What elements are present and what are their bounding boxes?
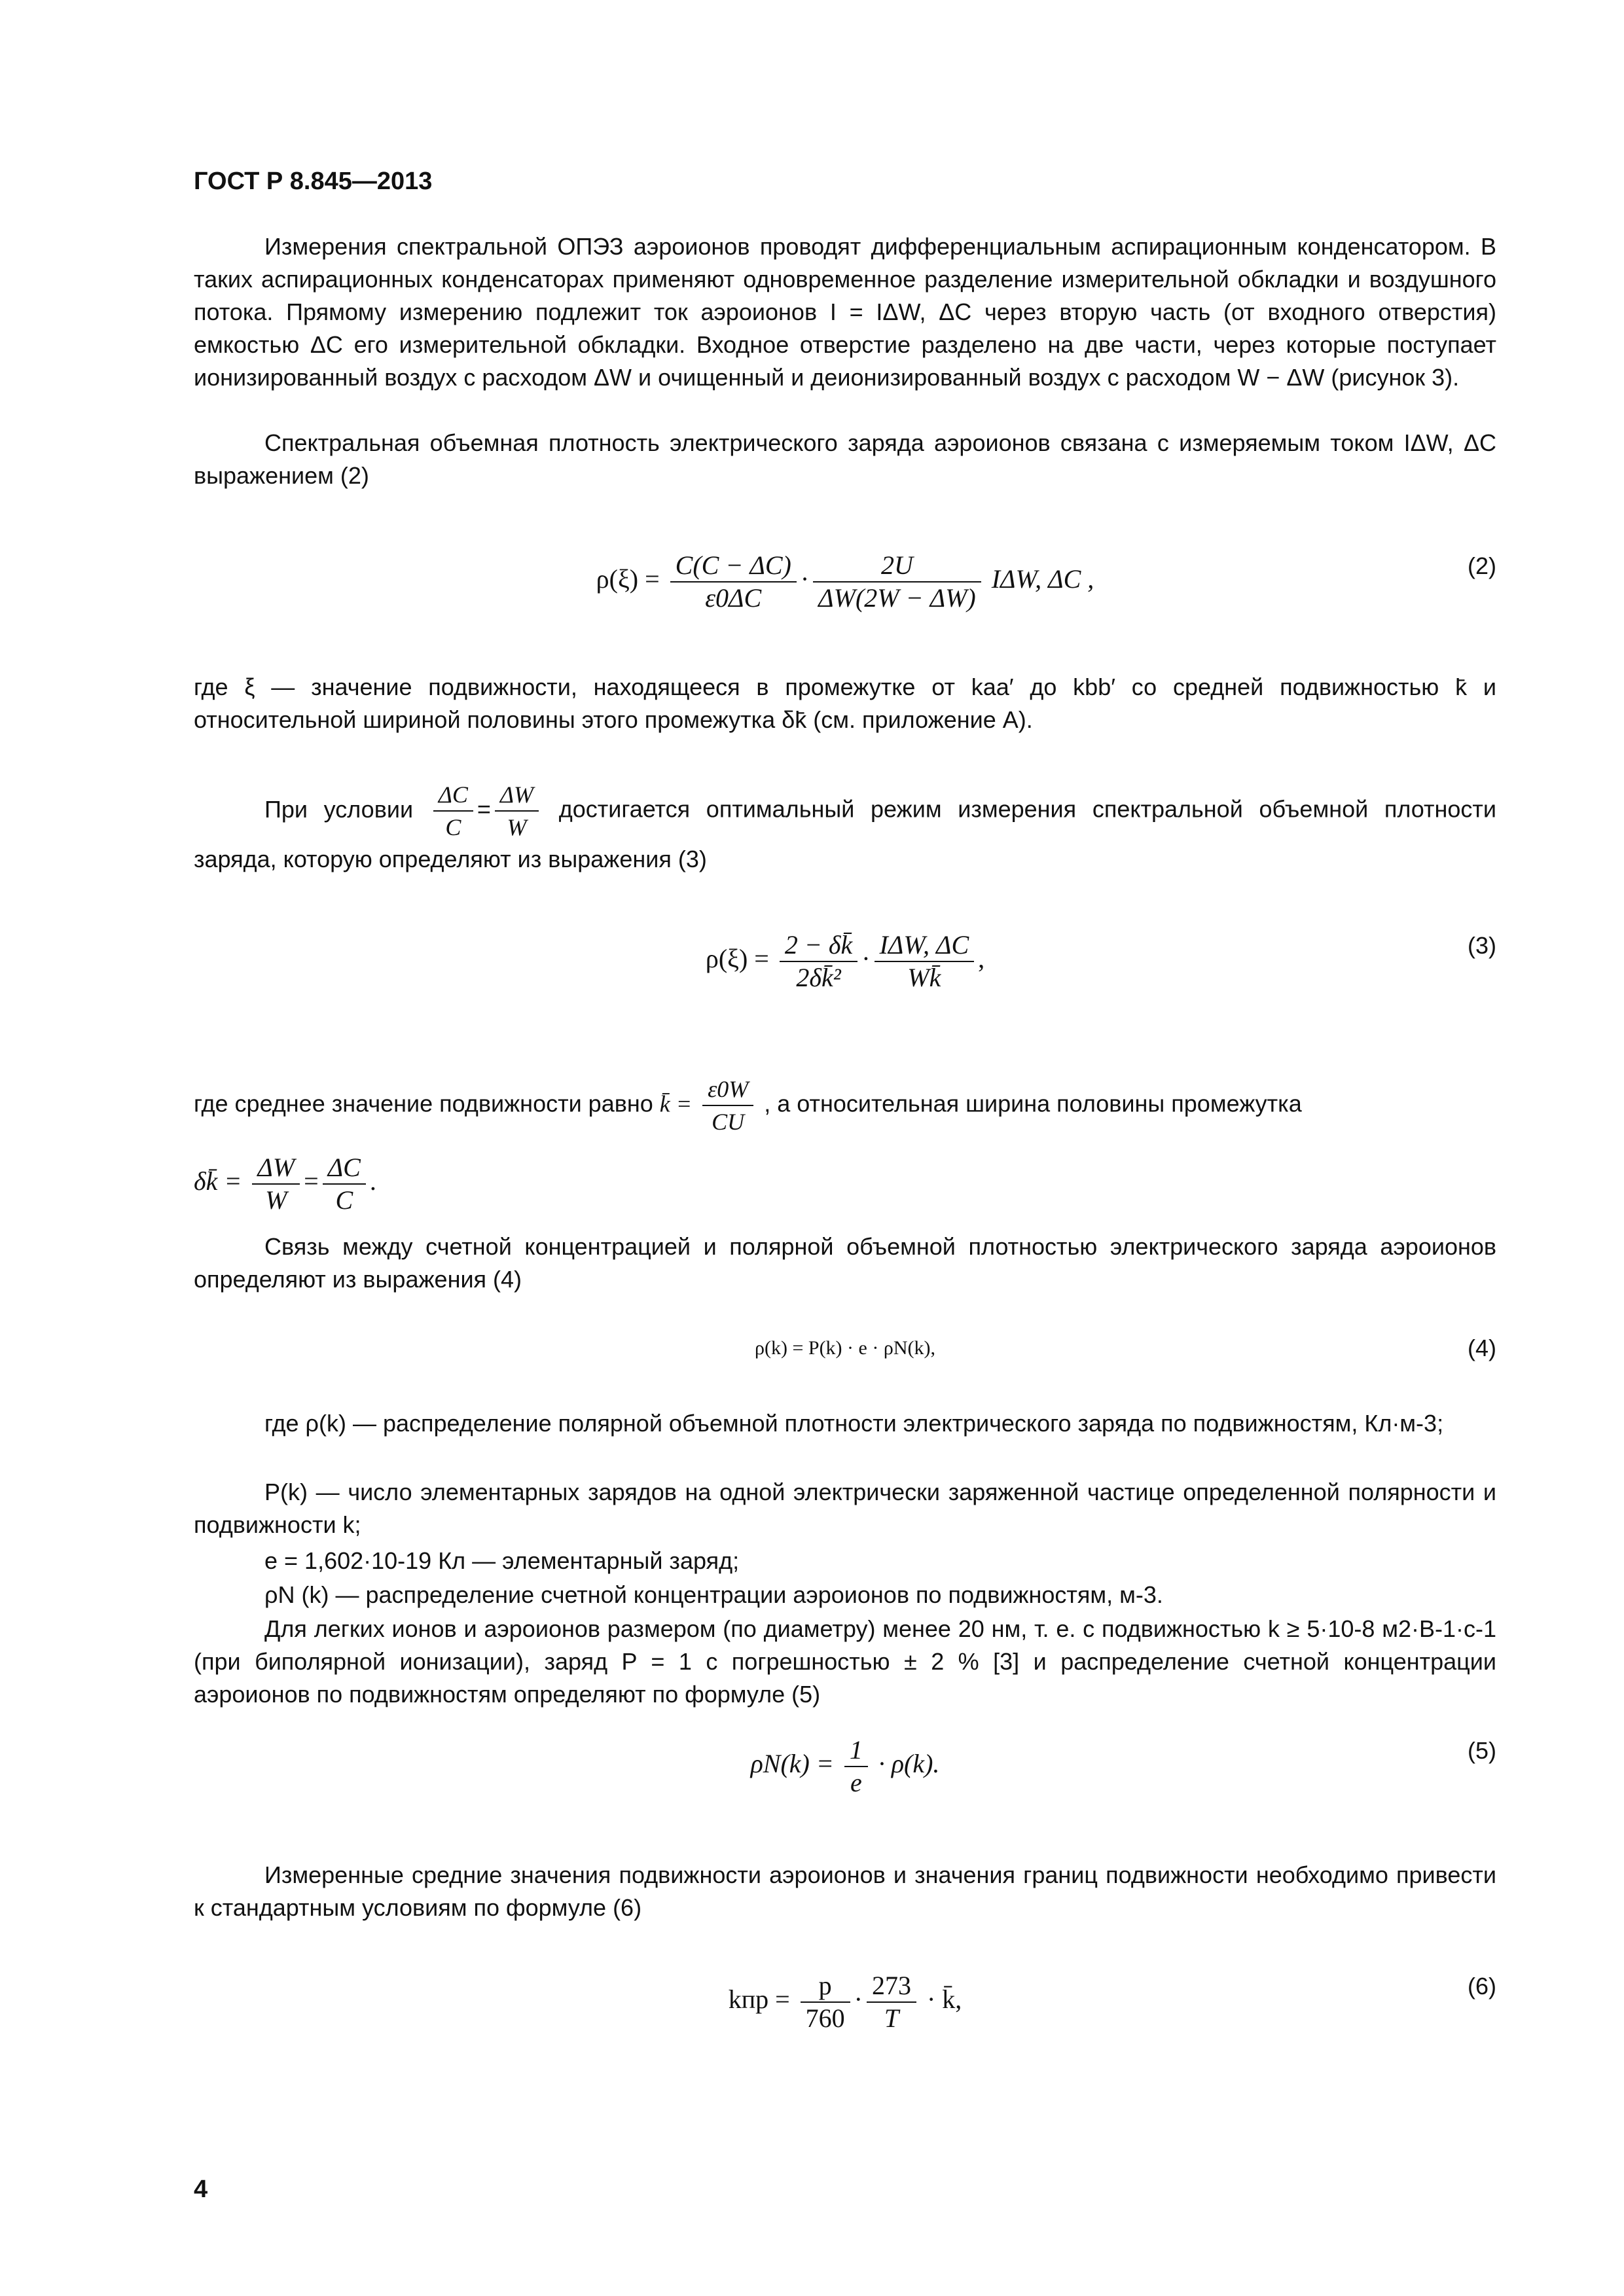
equation-4: ρ(k) = P(k) · e · ρN(k), (4) bbox=[194, 1332, 1496, 1365]
equation-3-fraction-2: $\frac{\text{IΔW, ΔC}}{Wk̄}$ bbox=[875, 929, 975, 994]
page-header-title: ГОСТ Р 8.845—2013 bbox=[194, 168, 433, 195]
equation-3: ρ(ξ) = $\frac{2 - \delta k̄}{\text{2δk̄²}}$ · $\frac{\text{IΔW, ΔC}}{Wk̄}$ , (3) bbox=[705, 930, 1496, 992]
definition-e: e = 1,602·10-19 Кл — элементарный заряд; bbox=[264, 1547, 740, 1574]
equation-5-fraction: $\frac{1}{e}$ bbox=[844, 1734, 868, 1799]
equation-2: ρ(ξ) = $\frac{C(C - \Delta C)}{\varepsilon 0\Delta C}$ · $\frac{2U}{\Delta W(2W - \Delta W)}$ IΔW, ΔC , (2) bbox=[596, 550, 1496, 613]
kbar-fraction: $\frac{\varepsilon 0W}{CU}$ bbox=[702, 1073, 753, 1138]
equation-6-number: (6) bbox=[1468, 1973, 1496, 2000]
paragraph-8: Измеренные средние значения подвижности аэроионов и значения границ подвижности необходимо привести к стандартным условиям по формуле (6) bbox=[194, 1861, 1496, 1921]
equation-2-fraction-1: $\frac{C(C - \Delta C)}{\varepsilon 0\Delta C}$ bbox=[670, 550, 797, 614]
page-number: 4 bbox=[194, 2176, 208, 2203]
definition-P: P(k) — число элементарных зарядов на одной электрически заряженной частице определенной полярности и подвижности k; bbox=[194, 1479, 1496, 1538]
delta-fraction-1: $\frac{\Delta W}{W}$ bbox=[252, 1152, 300, 1216]
equation-6: kпр = $\frac{p}{760}$ · $\frac{273}{T}$ · k̄, (6) bbox=[728, 1971, 1496, 2033]
equation-4-number: (4) bbox=[1468, 1335, 1496, 1361]
paragraph-3: где ξ — значение подвижности, находящееся в промежутке от kaa′ до kbb′ со средней подвижностью k̄ и относительной шириной половины этого промежутка δk̄ (см. приложение А). bbox=[194, 673, 1496, 733]
delta-definition: δk̄ = $\frac{\Delta W}{W}$ = $\frac{\Delta C}{C}$ . bbox=[194, 1153, 376, 1215]
definition-rhoN: ρN (k) — распределение счетной концентрации аэроионов по подвижностям, м-3. bbox=[264, 1581, 1163, 1608]
delta-fraction-2: $\frac{\Delta C}{C}$ bbox=[323, 1152, 366, 1216]
equation-2-fraction-2: $\frac{2U}{\Delta W(2W - \Delta W)}$ bbox=[813, 550, 981, 614]
equation-6-fraction-1: $\frac{p}{760}$ bbox=[801, 1970, 850, 2034]
paragraph-7: Для легких ионов и аэроионов размером (по диаметру) менее 20 нм, т. е. с подвижностью k ≥ 5·10-8 м2·В-1·с-1 (при биполярной ионизации), заряд P = 1 с погрешностью ± 2 % [3] и распределение счетной концентрации аэроионов по подвижностям определяют по формуле (5) bbox=[194, 1615, 1496, 1708]
paragraph-6: Связь между счетной концентрацией и полярной объемной плотностью электрического заряда аэроионов определяют из выражения (4) bbox=[194, 1233, 1496, 1293]
equation-2-number: (2) bbox=[1468, 552, 1496, 579]
paragraph-4: При условии $\frac{\Delta C}{C}$ = $\frac{\Delta W}{W}$ достигается оптимальный режим измерения спектральной объемной плотности заряда, которую определяют из выражения (3) bbox=[194, 779, 1496, 876]
definition-rho: где ρ(k) — распределение полярной объемной плотности электрического заряда по подвижностям, Кл·м-3; bbox=[264, 1410, 1444, 1437]
equation-5-number: (5) bbox=[1468, 1737, 1496, 1764]
condition-fraction-2: $\frac{\Delta W}{W}$ bbox=[495, 779, 539, 843]
equation-5: ρN(k) = $\frac{1}{e}$ · ρ(k). (5) bbox=[750, 1735, 1496, 1797]
paragraph-2: Спектральная объемная плотность электрического заряда аэроионов связана с измеряемым током IΔW, ΔC выражением (2) bbox=[194, 429, 1496, 489]
condition-fraction-1: $\frac{\Delta C}{C}$ bbox=[433, 779, 473, 843]
paragraph-5: где среднее значение подвижности равно k̄ = $\frac{\varepsilon 0W}{CU}$ , а относительная ширина половины промежутка bbox=[194, 1073, 1496, 1138]
equation-3-fraction-1: $\frac{2 - \delta k̄}{\text{2δk̄²}}$ bbox=[780, 929, 857, 994]
paragraph-1: Измерения спектральной ОПЭЗ аэроионов проводят дифференциальным аспирационным конденсатором. В таких аспирационных конденсаторах применяют одновременное разделение измерительной обкладки и воздушного потока. Прямому измерению подлежит ток аэроионов I = IΔW, ΔC через вторую часть (от входного отверстия) емкостью ΔC его измерительной обкладки. Входное отверстие разделено на две части, через которые поступает ионизированный воздух с расходом ΔW и очищенный и деионизированный воздух с расходом W − ΔW (рисунок 3). bbox=[194, 233, 1496, 391]
equation-6-fraction-2: $\frac{273}{T}$ bbox=[867, 1970, 916, 2034]
equation-3-number: (3) bbox=[1468, 932, 1496, 959]
